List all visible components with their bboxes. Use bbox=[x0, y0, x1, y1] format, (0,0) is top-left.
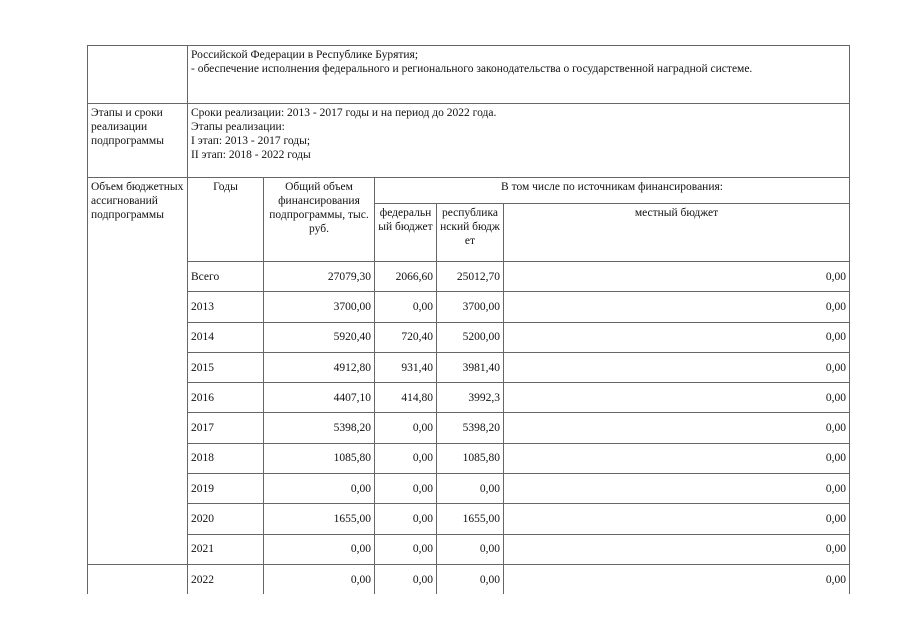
table-row bbox=[88, 564, 850, 594]
stages-line-1: Сроки реализации: 2013 - 2017 годы и на период до 2022 года. bbox=[191, 107, 497, 119]
top-empty-label-cell bbox=[88, 46, 188, 104]
table-row bbox=[88, 352, 850, 382]
top-line-2: - обеспечение исполнения федерального и регионального законодательства о государственной наградной системе. bbox=[191, 63, 753, 75]
row-total: 5920,40 bbox=[264, 322, 375, 352]
row-total: 0,00 bbox=[264, 564, 375, 594]
row-year: Всего bbox=[188, 262, 264, 292]
row-total: 1655,00 bbox=[264, 504, 375, 534]
row-total: 3700,00 bbox=[264, 292, 375, 322]
budget-label: Объем бюджетных ассигнований подпрограммы bbox=[88, 178, 188, 565]
row-federal: 414,80 bbox=[375, 383, 437, 413]
table-row bbox=[88, 413, 850, 443]
row-total: 27079,30 bbox=[264, 262, 375, 292]
budget-header-row-1 bbox=[88, 178, 850, 204]
row-federal: 0,00 bbox=[375, 564, 437, 594]
top-text-cell bbox=[188, 46, 850, 104]
row-local: 0,00 bbox=[504, 564, 850, 594]
stages-row bbox=[88, 104, 850, 178]
row-republic: 25012,70 bbox=[437, 262, 504, 292]
row-year: 2019 bbox=[188, 474, 264, 504]
row-republic: 0,00 bbox=[437, 534, 504, 564]
row-republic: 3981,40 bbox=[437, 352, 504, 382]
row-year: 2021 bbox=[188, 534, 264, 564]
top-line-1: Российской Федерации в Республике Бурятия; bbox=[191, 49, 419, 61]
header-years: Годы bbox=[188, 178, 264, 262]
header-sources: В том числе по источникам финансирования: bbox=[375, 178, 850, 204]
row-federal: 720,40 bbox=[375, 322, 437, 352]
table-row bbox=[88, 262, 850, 292]
row-year: 2018 bbox=[188, 443, 264, 473]
row-republic: 3992,3 bbox=[437, 383, 504, 413]
row-republic: 1085,80 bbox=[437, 443, 504, 473]
row-federal: 0,00 bbox=[375, 534, 437, 564]
header-republic: республиканский бюджет bbox=[437, 204, 504, 262]
row-total: 0,00 bbox=[264, 474, 375, 504]
row-year: 2013 bbox=[188, 292, 264, 322]
passport-table-frame bbox=[87, 45, 849, 594]
row-local: 0,00 bbox=[504, 322, 850, 352]
row-federal: 0,00 bbox=[375, 292, 437, 322]
row-local: 0,00 bbox=[504, 413, 850, 443]
row-local: 0,00 bbox=[504, 383, 850, 413]
row-year: 2022 bbox=[188, 564, 264, 594]
row-federal: 0,00 bbox=[375, 413, 437, 443]
row-year: 2014 bbox=[188, 322, 264, 352]
row-local: 0,00 bbox=[504, 534, 850, 564]
row-local: 0,00 bbox=[504, 443, 850, 473]
row-year: 2017 bbox=[188, 413, 264, 443]
row-federal: 2066,60 bbox=[375, 262, 437, 292]
table-row bbox=[88, 383, 850, 413]
row-local: 0,00 bbox=[504, 474, 850, 504]
stages-label: Этапы и сроки реализации подпрограммы bbox=[88, 104, 188, 178]
stages-line-3: I этап: 2013 - 2017 годы; bbox=[191, 135, 311, 147]
row-federal: 0,00 bbox=[375, 504, 437, 534]
row-year: 2020 bbox=[188, 504, 264, 534]
table-row bbox=[88, 322, 850, 352]
header-local: местный бюджет bbox=[504, 204, 850, 262]
table-row bbox=[88, 292, 850, 322]
row-total: 4912,80 bbox=[264, 352, 375, 382]
row-total: 5398,20 bbox=[264, 413, 375, 443]
row-republic: 5398,20 bbox=[437, 413, 504, 443]
row-local: 0,00 bbox=[504, 262, 850, 292]
row-year: 2016 bbox=[188, 383, 264, 413]
table-row bbox=[88, 443, 850, 473]
table-row bbox=[88, 534, 850, 564]
table-row bbox=[88, 504, 850, 534]
row-republic: 3700,00 bbox=[437, 292, 504, 322]
top-continuation-row bbox=[88, 46, 850, 104]
continuation-empty-label-cell bbox=[88, 564, 188, 594]
row-republic: 1655,00 bbox=[437, 504, 504, 534]
row-federal: 0,00 bbox=[375, 474, 437, 504]
table-row bbox=[88, 474, 850, 504]
row-total: 0,00 bbox=[264, 534, 375, 564]
subprogram-passport-table bbox=[87, 45, 850, 594]
row-local: 0,00 bbox=[504, 504, 850, 534]
row-federal: 0,00 bbox=[375, 443, 437, 473]
row-total: 1085,80 bbox=[264, 443, 375, 473]
header-total: Общий объем финансирования подпрограммы, тыс. руб. bbox=[264, 178, 375, 262]
row-republic: 0,00 bbox=[437, 564, 504, 594]
row-local: 0,00 bbox=[504, 292, 850, 322]
row-federal: 931,40 bbox=[375, 352, 437, 382]
row-republic: 0,00 bbox=[437, 474, 504, 504]
row-local: 0,00 bbox=[504, 352, 850, 382]
header-federal: федеральный бюджет bbox=[375, 204, 437, 262]
stages-line-2: Этапы реализации: bbox=[191, 121, 285, 133]
stages-text-cell bbox=[188, 104, 850, 178]
row-total: 4407,10 bbox=[264, 383, 375, 413]
row-republic: 5200,00 bbox=[437, 322, 504, 352]
stages-line-4: II этап: 2018 - 2022 годы bbox=[191, 149, 311, 161]
row-year: 2015 bbox=[188, 352, 264, 382]
